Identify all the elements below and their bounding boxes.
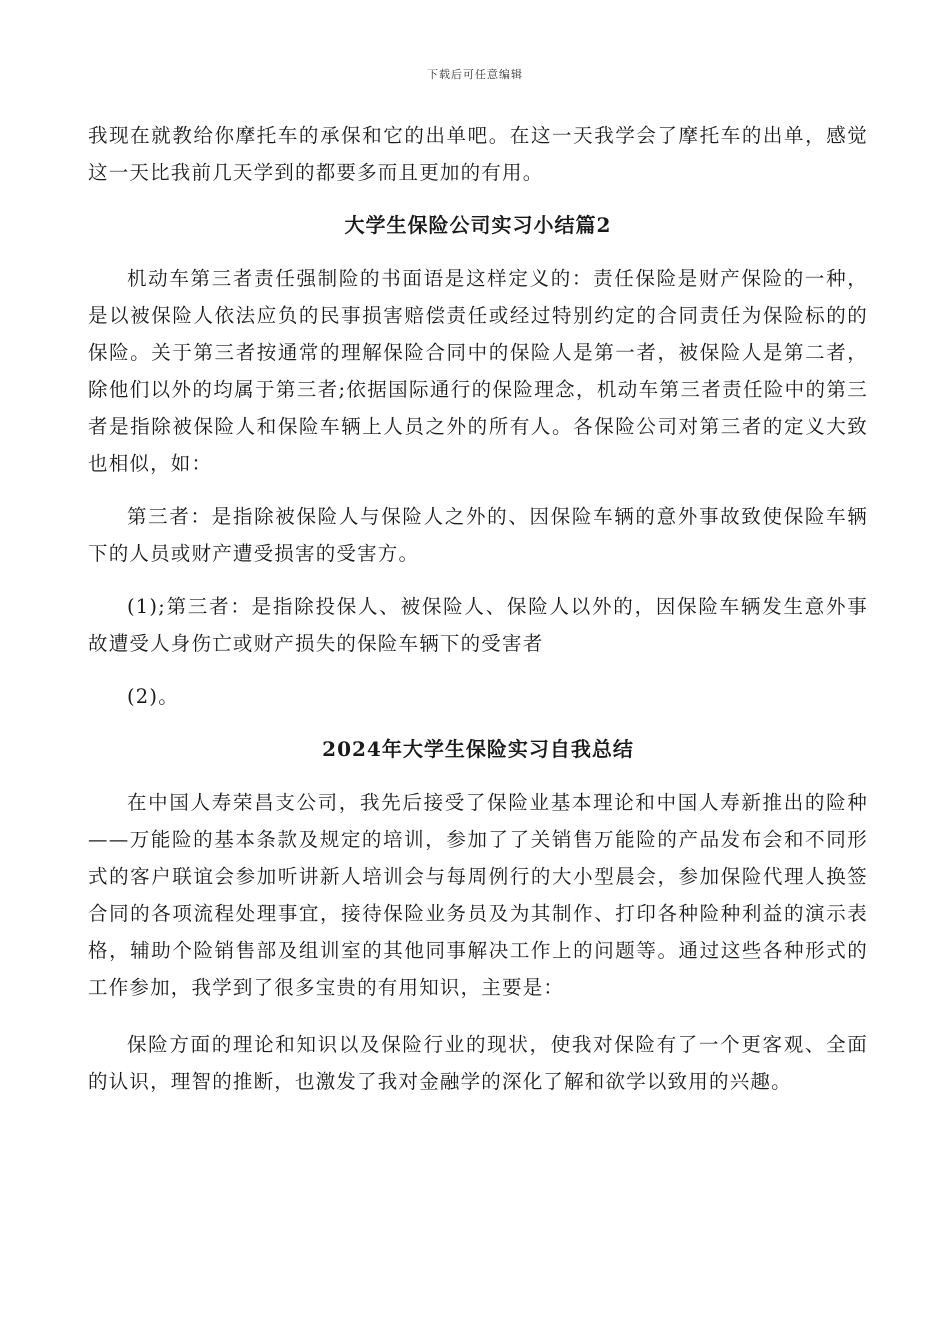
paragraph-third-party-2: (1);第三者：是指除投保人、被保险人、保险人以外的，因保险车辆发生意外事故遭受人身伤亡或财产损失的保险车辆下的受害者	[88, 595, 868, 655]
paragraph-insurance-knowledge: 保险方面的理论和知识以及保险行业的现状，使我对保险有了一个更客观、全面的认识，理智的推断，也激发了我对金融学的深化了解和欲学以致用的兴趣。	[88, 1033, 868, 1093]
paragraph-third-party-definition: 机动车第三者责任强制险的书面语是这样定义的：责任保险是财产保险的一种，是以被保险人依法应负的民事损害赔偿责任或经过特别约定的合同责任为保险标的的保险。关于第三者按通常的理解保险合同中的保险人是第一者，被保险人是第二者，除他们以外的均属于第三者;依据国际通行的保险理念，机动车第三者责任险中的第三者是指除被保险人和保险车辆上人员之外的所有人。各保险公司对第三者的定义大致也相似，如：	[88, 267, 868, 475]
section-heading-internship-summary-2: 大学生保险公司实习小结篇2	[344, 213, 612, 237]
page-header: 下载后可任意编辑	[427, 68, 523, 81]
paragraph-china-life: 在中国人寿荣昌支公司，我先后接受了保险业基本理论和中国人寿新推出的险种——万能险的基本条款及规定的培训，参加了了关销售万能险的产品发布会和不同形式的客户联谊会参加听讲新人培训会与每周例行的大小型晨会，参加保险代理人换签合同的各项流程处理事宜，接待保险业务员及为其制作、打印各种险种利益的演示表格，辅助个险销售部及组训室的其他同事解决工作上的问题等。通过这些各种形式的工作参加，我学到了很多宝贵的有用知识，主要是：	[88, 791, 868, 999]
paragraph-note-2: (2)。	[127, 685, 179, 708]
paragraph-motorcycle: 我现在就教给你摩托车的承保和它的出单吧。在这一天我学会了摩托车的出单，感觉这一天比我前几天学到的都要多而且更加的有用。	[88, 124, 868, 184]
paragraph-third-party-1: 第三者：是指除被保险人与保险人之外的、因保险车辆的意外事故致使保险车辆下的人员或财产遭受损害的受害方。	[88, 505, 868, 565]
document-body	[88, 117, 868, 1100]
section-heading-self-summary-2024: 2024年大学生保险实习自我总结	[322, 737, 634, 761]
